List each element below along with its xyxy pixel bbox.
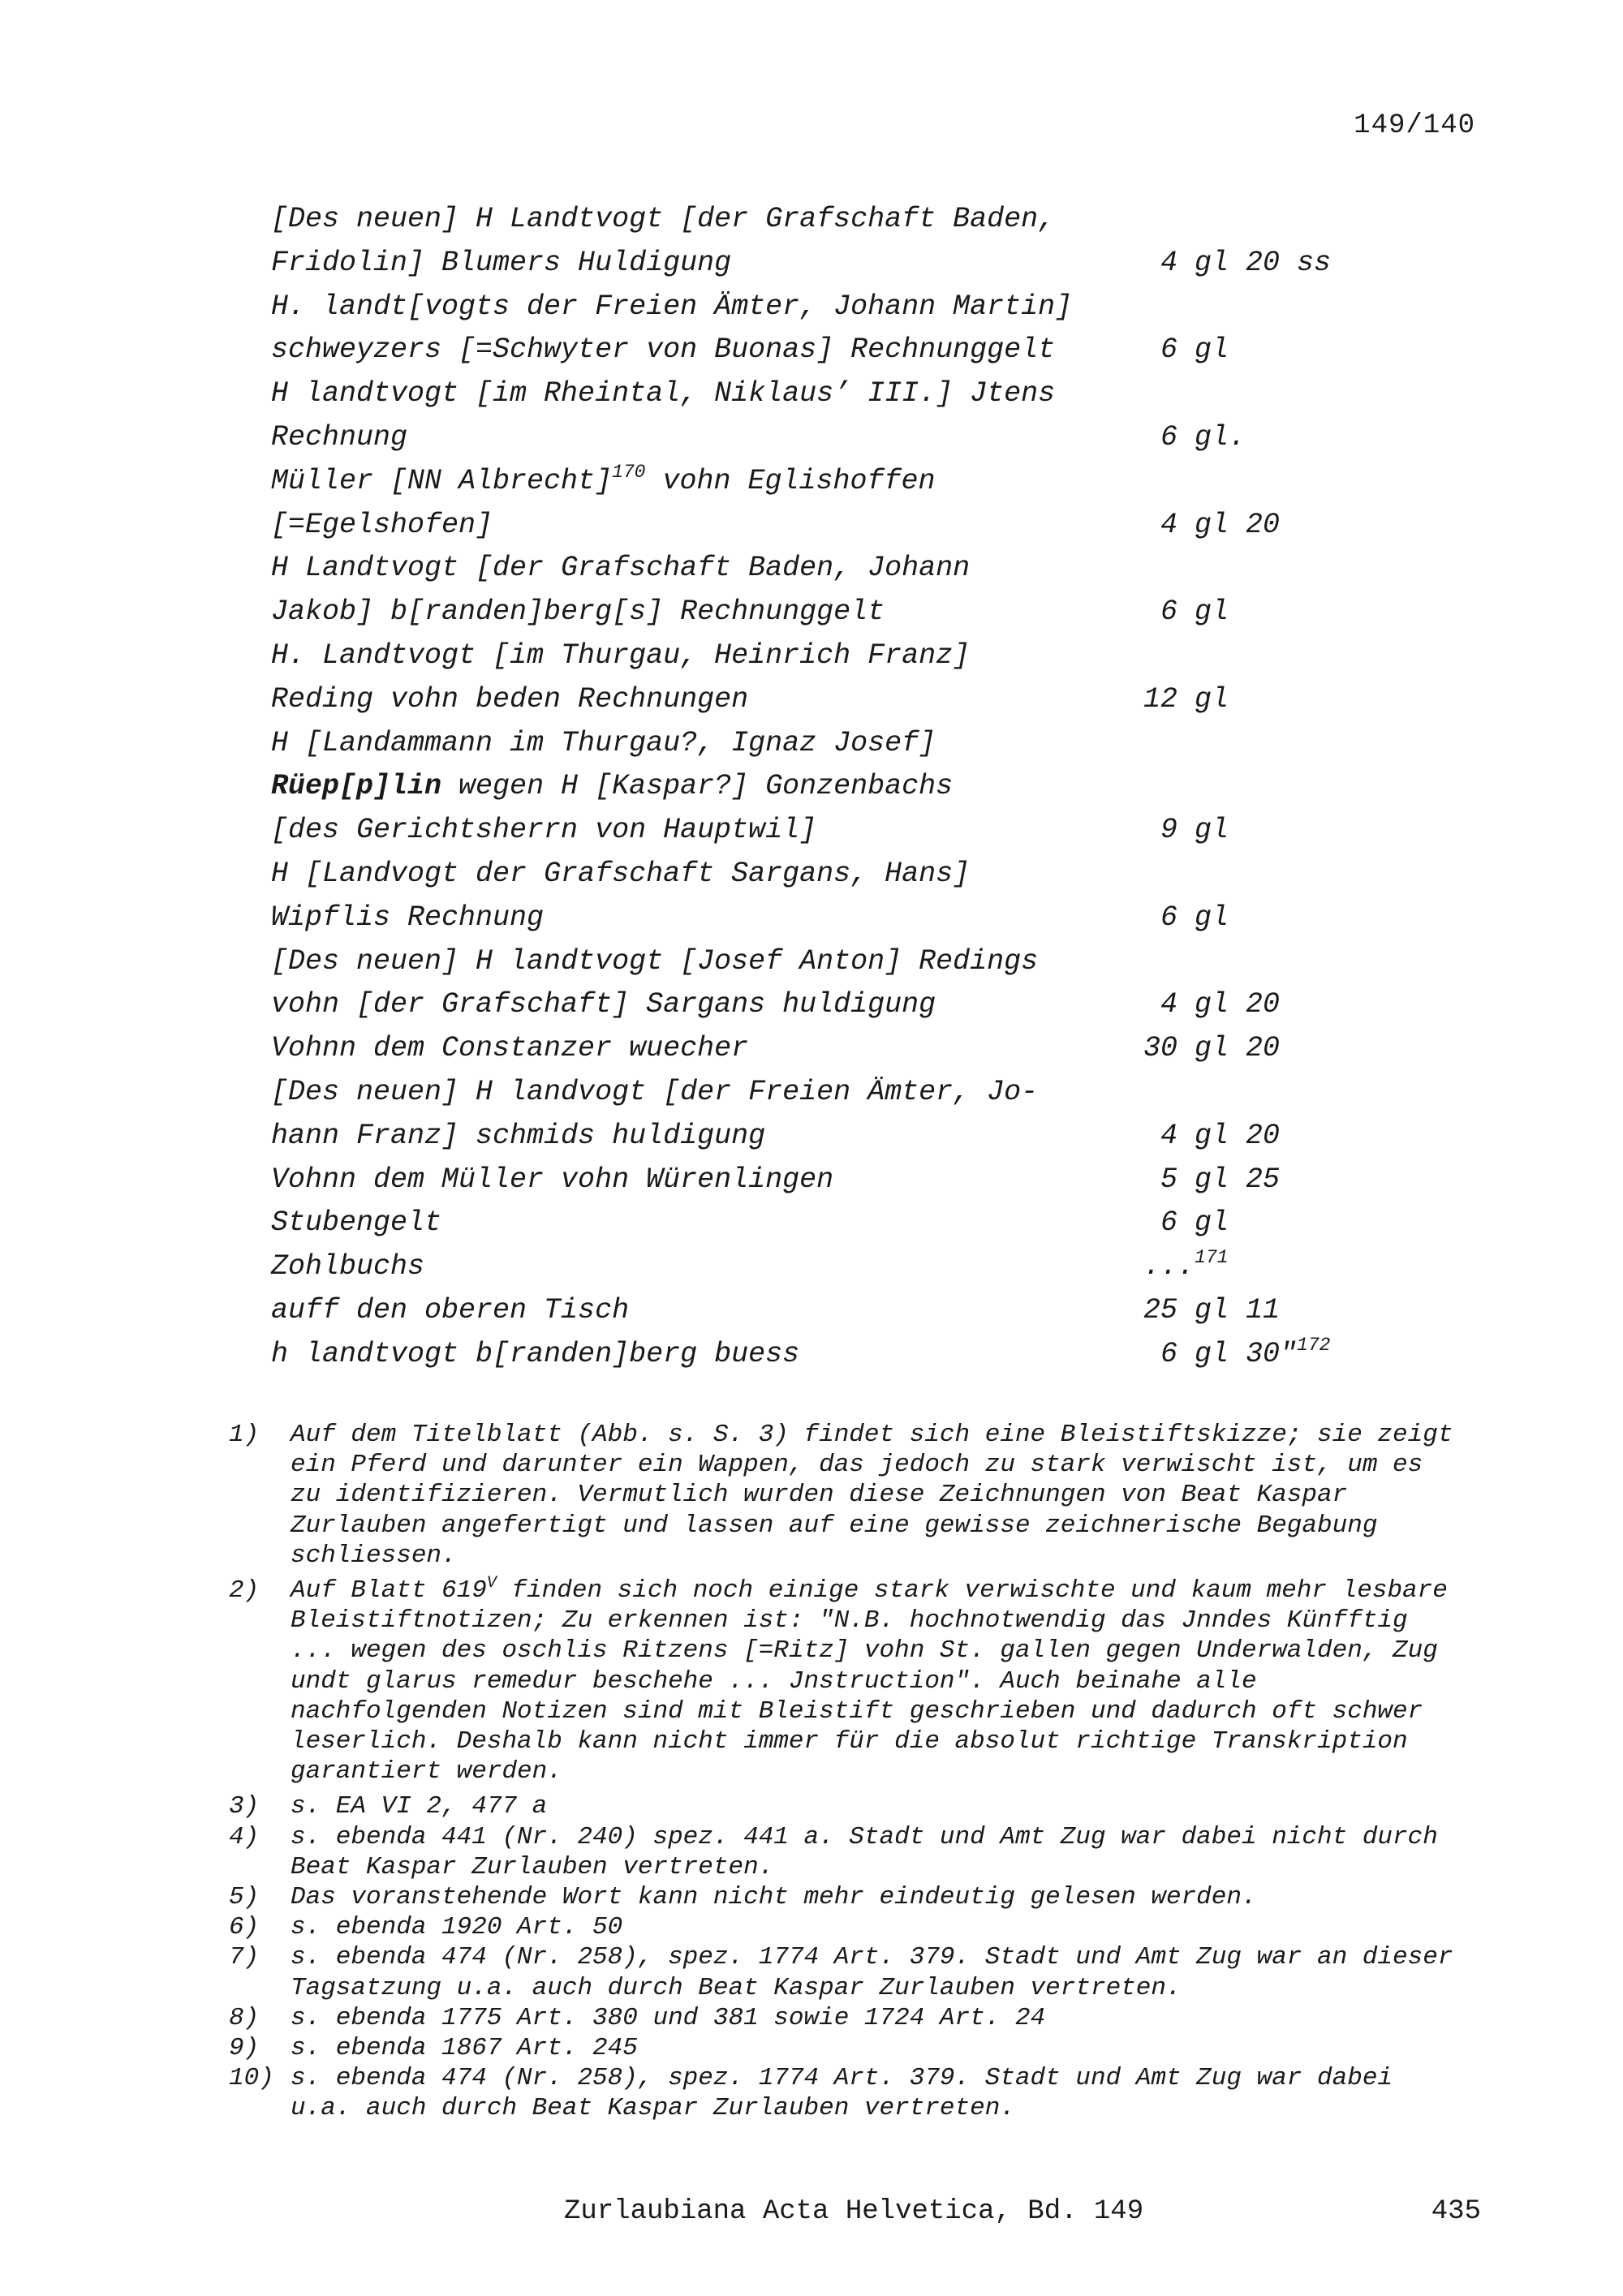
amount-value: 5 gl 25	[1143, 1163, 1281, 1196]
ledger-row	[271, 1159, 1407, 1202]
footnote	[229, 1942, 1495, 2002]
amount-value: 6 gl.	[1143, 420, 1246, 454]
amount-value: 4 gl 20	[1143, 1119, 1281, 1152]
amount-value: 12 gl	[1143, 682, 1229, 716]
footnotes	[229, 1420, 1495, 2124]
ledger-amount	[1143, 1202, 1229, 1245]
footnote-number: 3)	[229, 1792, 260, 1821]
page-footer	[564, 2196, 1481, 2227]
footnote-ref: 171	[1195, 1247, 1229, 1269]
ledger-text: Reding vohn beden Rechnungen	[271, 682, 749, 716]
footnote	[229, 2003, 1495, 2033]
footnote-body: s. ebenda 1920 Art. 50	[291, 1913, 623, 1942]
ledger-description	[271, 940, 1143, 984]
footnote-number: 4)	[229, 1822, 260, 1851]
footnote-ref: 170	[612, 461, 646, 483]
ledger-description	[271, 1071, 1143, 1115]
ledger-description	[271, 504, 1143, 548]
ledger-row	[271, 416, 1407, 460]
footnote-number: 5)	[229, 1883, 260, 1912]
ledger-row	[271, 286, 1407, 329]
footnote-number: 8)	[229, 2003, 260, 2032]
ledger-text: Wipflis Rechnung	[271, 901, 545, 934]
footnote-text-start: Auf Blatt 619	[291, 1576, 487, 1606]
ledger-text: [=Egelshofen]	[271, 508, 493, 541]
ledger-row	[271, 853, 1407, 896]
ledger-description	[271, 1159, 1143, 1202]
ledger-description	[271, 1115, 1143, 1159]
footnote-text	[291, 1576, 1467, 1786]
ledger-description	[271, 547, 1143, 591]
ledger-description	[271, 983, 1143, 1027]
ledger-description	[271, 1027, 1143, 1071]
amount-value: 25 gl 11	[1143, 1293, 1281, 1326]
ledger-text: [Des neuen] H Landtvogt [der Grafschaft Baden,	[271, 203, 1056, 235]
ledger-row	[271, 198, 1407, 242]
ledger-row	[271, 983, 1407, 1027]
footnote-text	[291, 2003, 1467, 2033]
footnote-body: s. ebenda 441 (Nr. 240) spez. 441 a. Stadt und Amt Zug war dabei nicht durch Beat Kaspar Zurlauben vertreten.	[291, 1822, 1438, 1881]
footnote-text	[291, 2063, 1467, 2123]
ledger-description	[271, 1289, 1143, 1333]
amount-value: 6 gl 30"	[1143, 1337, 1298, 1370]
ledger-description	[271, 1245, 1143, 1289]
ledger-row	[271, 809, 1407, 853]
page-reference: 149/140	[1354, 110, 1475, 141]
amount-value: 30 gl 20	[1143, 1032, 1281, 1065]
ledger-description	[271, 242, 1143, 286]
ledger-row	[271, 591, 1407, 634]
ledger-row	[271, 1289, 1407, 1333]
ledger-row	[271, 504, 1407, 548]
amount-value: 9 gl	[1143, 814, 1229, 847]
ledger-row	[271, 634, 1407, 678]
footnote-text	[291, 1822, 1467, 1882]
footnote	[229, 1576, 1495, 1786]
ledger-text: vohn [der Grafschaft] Sargans huldigung	[271, 988, 936, 1021]
ledger-text: h landtvogt b[randen]berg buess	[271, 1337, 800, 1370]
ledger-amount	[1143, 809, 1229, 853]
ledger-description	[271, 416, 1143, 460]
ledger-row	[271, 242, 1407, 286]
footnote	[229, 1912, 1495, 1942]
ledger-amount	[1143, 1115, 1280, 1159]
ledger-text-continued: vohn Eglishoffen	[645, 464, 936, 497]
amount-value: 4 gl 20	[1143, 508, 1281, 541]
ledger-amount	[1143, 1333, 1330, 1377]
footnote-text	[291, 2033, 1467, 2063]
ledger-amount	[1143, 242, 1331, 286]
footnote-text	[291, 1882, 1467, 1912]
amount-value: ...	[1143, 1250, 1195, 1283]
ledger-description	[271, 853, 1143, 896]
footnote-number: 7)	[229, 1943, 260, 1972]
ledger-description	[271, 1202, 1143, 1245]
footnote-number: 6)	[229, 1913, 260, 1942]
footnote	[229, 1791, 1495, 1821]
ledger-text: schweyzers [=Schwyter von Buonas] Rechnunggelt	[271, 333, 1056, 367]
ledger-amount	[1143, 896, 1229, 940]
ledger-text: H. landt[vogts der Freien Ämter, Johann Martin]	[271, 290, 1073, 323]
footnote-body: finden sich noch einige stark verwischte und kaum mehr lesbare Bleistiftnotizen; Zu erkennen ist: "N.B. hochnotwendig das Jnndes Künfftig ... wegen des oschlis Ritzens [=Ritz] vohn St. gallen gegen Underwalden, Zug undt glarus remedur beschehe ... Jnstruction". Auch beinahe alle nachfolgenden Notizen sind mit Bleistift geschrieben und dadurch oft schwer leserlich. Deshalb kann nicht immer für die absolut richtige Transkription garantiert werden.	[291, 1576, 1448, 1786]
ledger-row	[271, 940, 1407, 984]
publication-title: Zurlaubiana Acta Helvetica, Bd. 149	[564, 2196, 1144, 2227]
ledger-text: Müller [NN Albrecht]	[271, 464, 613, 497]
ledger-row	[271, 1245, 1407, 1289]
ledger-text: H landtvogt [im Rheintal, Niklaus’ III.] Jtens	[271, 377, 1056, 411]
footnote-body: s. ebenda 474 (Nr. 258), spez. 1774 Art. 379. Stadt und Amt Zug war dabei u.a. auch durch Beat Kaspar Zurlauben vertreten.	[291, 2064, 1393, 2123]
ledger-description	[271, 896, 1143, 940]
ledger-text: wegen H [Kaspar?] Gonzenbachs	[441, 770, 954, 803]
ledger-text: Fridolin] Blumers Huldigung	[271, 246, 732, 279]
ledger-amount	[1143, 983, 1280, 1027]
ledger-row	[271, 460, 1407, 504]
ledger-description	[271, 678, 1143, 722]
ledger-description	[271, 372, 1143, 416]
ledger-text: Jakob] b[randen]berg[s] Rechnunggelt	[271, 595, 885, 629]
footnote-body: Auf dem Titelblatt (Abb. s. S. 3) findet sich eine Bleistiftskizze; sie zeigt ein Pferd und darunter ein Wappen, das jedoch zu stark verwischt ist, um es zu identifizieren. Vermutlich wurden diese Zeichnungen von Beat Kaspar Zurlauben angefertigt und lassen auf eine gewisse zeichnerische Begabung schliessen.	[291, 1421, 1453, 1570]
page-number: 435	[1431, 2196, 1481, 2227]
folio-verso-mark: V	[486, 1574, 497, 1593]
footnote-number: 2)	[229, 1576, 260, 1606]
ledger-amount	[1143, 504, 1280, 548]
ledger-text: [des Gerichtsherrn von Hauptwil]	[271, 814, 817, 847]
ledger-row	[271, 1333, 1407, 1377]
ledger-amount	[1143, 1159, 1280, 1202]
footnote-text	[291, 1791, 1467, 1821]
ledger-text: Rechnung	[271, 420, 408, 454]
footnote	[229, 1882, 1495, 1912]
footnote-body: s. EA VI 2, 477 a	[291, 1792, 548, 1821]
ledger-row	[271, 547, 1407, 591]
footnote	[229, 2063, 1495, 2123]
ledger-amount	[1143, 1245, 1228, 1289]
footnote-text	[291, 1420, 1467, 1571]
ledger-description	[271, 809, 1143, 853]
ledger-text: hann Franz] schmids huldigung	[271, 1119, 766, 1152]
amount-value: 6 gl	[1143, 1206, 1229, 1240]
ledger-description	[271, 722, 1143, 766]
ledger-row	[271, 678, 1407, 722]
ledger-text: H. Landtvogt [im Thurgau, Heinrich Franz]	[271, 638, 971, 672]
ledger-name-bold: Rüep[p]lin	[271, 770, 442, 803]
ledger-row	[271, 722, 1407, 766]
ledger-table	[271, 198, 1407, 1377]
ledger-amount	[1143, 416, 1246, 460]
ledger-amount	[1143, 678, 1229, 722]
footnote-text	[291, 1912, 1467, 1942]
ledger-amount	[1143, 1289, 1280, 1333]
ledger-text: auff den oberen Tisch	[271, 1293, 630, 1326]
ledger-description	[271, 1333, 1143, 1377]
ledger-text: Vohnn dem Müller vohn Würenlingen	[271, 1163, 834, 1196]
ledger-description	[271, 634, 1143, 678]
ledger-description	[271, 286, 1143, 329]
footnote-text	[291, 1942, 1467, 2002]
ledger-text: [Des neuen] H landtvogt [Josef Anton] Redings	[271, 944, 1039, 978]
footnote-body: s. ebenda 1867 Art. 245	[291, 2034, 638, 2063]
amount-value: 6 gl	[1143, 901, 1229, 934]
ledger-row	[271, 1027, 1407, 1071]
ledger-row	[271, 1071, 1407, 1115]
ledger-row	[271, 372, 1407, 416]
amount-value: 6 gl	[1143, 333, 1229, 367]
ledger-row	[271, 765, 1407, 809]
ledger-text: Vohnn dem Constanzer wuecher	[271, 1032, 749, 1065]
footnote	[229, 2033, 1495, 2063]
footnote	[229, 1822, 1495, 1882]
ledger-text: Stubengelt	[271, 1206, 442, 1240]
footnote-body: s. ebenda 1775 Art. 380 und 381 sowie 1724 Art. 24	[291, 2003, 1046, 2032]
footnote-number: 9)	[229, 2034, 260, 2063]
amount-value: 6 gl	[1143, 595, 1229, 629]
ledger-text: [Des neuen] H landvogt [der Freien Ämter, Jo-	[271, 1075, 1039, 1108]
amount-value: 4 gl 20	[1143, 988, 1281, 1021]
ledger-text: H [Landammann im Thurgau?, Ignaz Josef]	[271, 726, 936, 759]
amount-value: 4 gl 20 ss	[1143, 246, 1332, 279]
ledger-row	[271, 896, 1407, 940]
ledger-description	[271, 460, 1143, 504]
footnote-ref: 172	[1297, 1334, 1331, 1356]
ledger-amount	[1143, 329, 1229, 372]
footnote-number: 1)	[229, 1421, 260, 1449]
ledger-description	[271, 591, 1143, 634]
footnote-number: 10)	[229, 2064, 274, 2093]
ledger-amount	[1143, 591, 1229, 634]
ledger-description	[271, 329, 1143, 372]
ledger-amount	[1143, 1027, 1280, 1071]
ledger-row	[271, 1202, 1407, 1245]
ledger-row	[271, 1115, 1407, 1159]
ledger-text: Zohlbuchs	[271, 1250, 425, 1283]
footnote-body: Das voranstehende Wort kann nicht mehr eindeutig gelesen werden.	[291, 1883, 1257, 1912]
ledger-text: H Landtvogt [der Grafschaft Baden, Johann	[271, 552, 971, 585]
ledger-row	[271, 329, 1407, 372]
footnote	[229, 1420, 1495, 1571]
ledger-text: H [Landvogt der Grafschaft Sargans, Hans]	[271, 857, 971, 890]
footnote-body: s. ebenda 474 (Nr. 258), spez. 1774 Art. 379. Stadt und Amt Zug war an dieser Tagsatzung u.a. auch durch Beat Kaspar Zurlauben vertreten.	[291, 1943, 1453, 2002]
ledger-description	[271, 765, 1143, 809]
ledger-description	[271, 198, 1143, 242]
